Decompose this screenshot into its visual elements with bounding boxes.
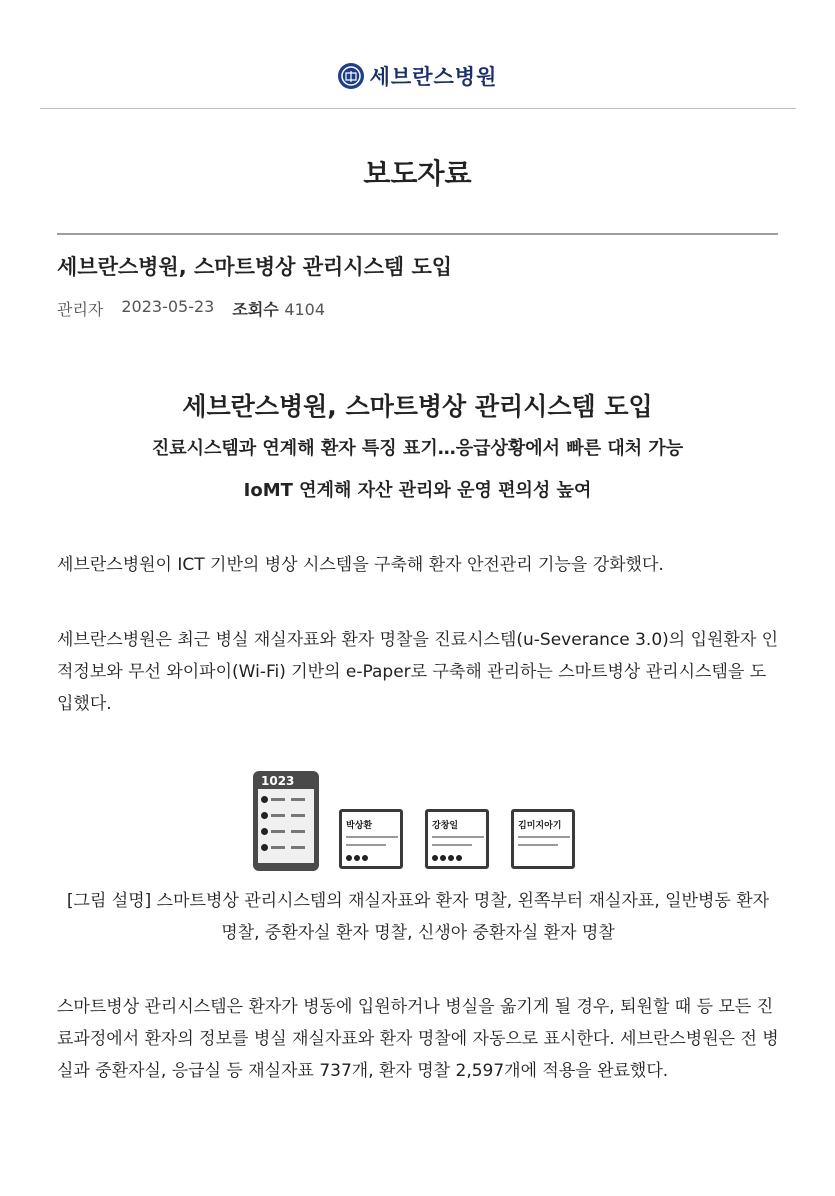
hospital-logo[interactable] — [0, 60, 835, 92]
logo-text: 세브란스병원 — [369, 65, 498, 89]
views-count: 4104 — [284, 300, 326, 319]
figure-caption: [그림 설명] 스마트병상 관리시스템의 재실자표와 환자 명찰, 왼쪽부터 재실자표, 일반병동 환자 명찰, 중환자실 환자 명찰, 신생아 중환자실 환자 명찰 — [66, 891, 770, 943]
page-title: 보도자료 — [363, 157, 472, 190]
body-paragraph-1: 세브란스병원이 ICT 기반의 병상 시스템을 구축해 환자 안전관리 기능을 강화했다. — [57, 555, 664, 575]
press-subheadline-2: IoMT 연계해 자산 관리와 운영 편의성 높여 — [243, 480, 592, 501]
general-ward-name-tag — [339, 809, 403, 869]
body-paragraph-2: 세브란스병원은 최근 병실 재실자표와 환자 명찰을 진료시스템(u-Severance 3.0)의 입원환자 인적정보와 무선 와이파이(Wi-Fi) 기반의 e-Paper로 구축해 관리하는 스마트병상 관리시스템을 도입했다. — [57, 630, 779, 714]
press-headline: 세브란스병원, 스마트병상 관리시스템 도입 — [182, 392, 653, 421]
header-divider — [40, 108, 796, 109]
body-paragraph-3: 스마트병상 관리시스템은 환자가 병동에 입원하거나 병실을 옮기게 될 경우, 퇴원할 때 등 모든 진료과정에서 환자의 정보를 병실 재실자표와 환자 명찰에 자동으로 표시한다. 세브란스병원은 전 병실과 중환자실, 응급실 등 재실자표 737개, 환자 명찰 2,597개에 적용을 완료했다. — [57, 997, 779, 1081]
patient-name: 박상환 — [346, 821, 373, 831]
article-title: 세브란스병원, 스마트병상 관리시스템 도입 — [57, 255, 453, 279]
icu-name-tag — [425, 809, 489, 869]
article-date: 2023-05-23 — [121, 297, 215, 316]
patient-name: 강창일 — [432, 821, 459, 831]
occupant-row — [261, 795, 311, 805]
article-views — [232, 297, 325, 320]
severance-emblem-icon — [338, 63, 364, 89]
nicu-name-tag — [511, 809, 575, 869]
room-number: 1023 — [261, 774, 295, 788]
patient-name: 김미지아기 — [518, 821, 562, 831]
smart-bed-figure — [253, 771, 562, 871]
title-divider — [57, 233, 778, 235]
views-label: 조회수 — [232, 300, 279, 319]
occupancy-screen — [258, 789, 314, 863]
article-meta — [57, 297, 325, 320]
occupant-row — [261, 811, 311, 821]
room-occupancy-display — [253, 771, 319, 871]
press-subheadline-1: 진료시스템과 연계해 환자 특징 표기…응급상황에서 빠른 대처 가능 — [151, 438, 684, 459]
status-icons — [432, 855, 462, 861]
occupant-row — [261, 827, 311, 837]
article-author: 관리자 — [57, 300, 104, 319]
status-icons — [346, 855, 368, 861]
occupant-row — [261, 843, 311, 853]
